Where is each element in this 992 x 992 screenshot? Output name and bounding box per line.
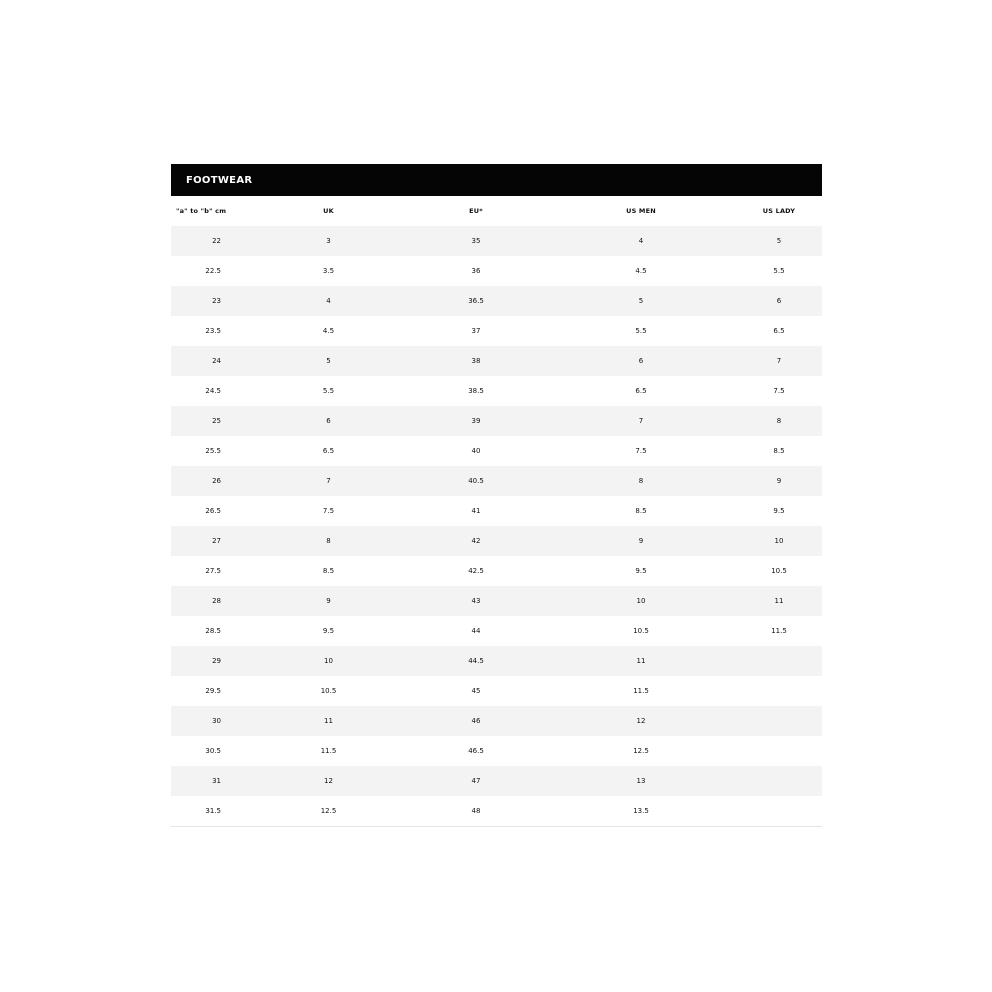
cell-uk: 3	[326, 237, 331, 245]
table-row	[171, 706, 822, 736]
cell-cm: 31.5	[205, 807, 221, 815]
cell-cm: 30	[212, 717, 221, 725]
cell-us-men: 13	[636, 777, 646, 785]
cell-us-lady: 5.5	[773, 267, 785, 275]
cell-eu: 44.5	[468, 657, 484, 665]
cell-us-lady: 10.5	[771, 567, 787, 575]
header-eu: EU*	[469, 207, 483, 215]
cell-us-lady: 10	[774, 537, 784, 545]
cell-us-men: 13.5	[633, 807, 649, 815]
cell-us-men: 6	[638, 357, 644, 365]
cell-us-men: 11	[636, 657, 646, 665]
cell-uk: 8.5	[322, 567, 335, 575]
cell-cm: 29.5	[205, 687, 221, 695]
cell-cm: 30.5	[205, 747, 221, 755]
cell-eu: 40.5	[468, 477, 484, 485]
cell-eu: 38.5	[468, 387, 484, 395]
cell-eu: 40	[471, 447, 481, 455]
cell-uk: 7	[326, 477, 331, 485]
cell-us-lady: 6.5	[773, 327, 785, 335]
cell-eu: 37	[471, 327, 481, 335]
cell-eu: 36	[471, 267, 481, 275]
cell-us-lady: 7	[776, 357, 782, 365]
table-row	[171, 466, 822, 496]
cell-eu: 45	[471, 687, 481, 695]
table-row	[171, 736, 822, 766]
cell-uk: 6	[326, 417, 331, 425]
cell-uk: 5.5	[322, 387, 335, 395]
cell-us-lady: 11	[774, 597, 784, 605]
cell-eu: 41	[471, 507, 481, 515]
cell-eu: 44	[471, 627, 481, 635]
cell-us-men: 8	[638, 477, 644, 485]
cell-uk: 10.5	[320, 687, 337, 695]
cell-uk: 11	[324, 717, 333, 725]
table-row	[171, 316, 822, 346]
cell-us-men: 9	[638, 537, 644, 545]
cell-cm: 31	[212, 777, 221, 785]
cell-us-men: 12.5	[633, 747, 649, 755]
cell-eu: 46	[471, 717, 481, 725]
cell-cm: 24	[212, 357, 221, 365]
cell-cm: 26.5	[205, 507, 221, 515]
cell-us-lady: 7.5	[773, 387, 785, 395]
cell-eu: 42.5	[468, 567, 484, 575]
cell-uk: 10	[324, 657, 333, 665]
table-row	[171, 556, 822, 586]
table-row	[171, 496, 822, 526]
cell-us-men: 4.5	[635, 267, 647, 275]
table-header	[171, 196, 822, 226]
cell-cm: 22	[212, 237, 221, 245]
cell-uk: 9	[326, 597, 331, 605]
cell-us-men: 6.5	[635, 387, 647, 395]
cell-cm: 22.5	[205, 267, 221, 275]
cell-us-men: 4	[638, 237, 644, 245]
cell-us-men: 7.5	[635, 447, 647, 455]
cell-cm: 26	[212, 477, 221, 485]
cell-cm: 25.5	[205, 447, 221, 455]
cell-eu: 46.5	[468, 747, 484, 755]
cell-cm: 23	[212, 297, 221, 305]
cell-uk: 8	[326, 537, 331, 545]
cell-cm: 27.5	[205, 567, 221, 575]
table-body	[171, 226, 822, 827]
header-cm: "a" to "b" cm	[176, 207, 227, 215]
cell-cm: 23.5	[205, 327, 221, 335]
cell-cm: 25	[212, 417, 221, 425]
cell-us-men: 8.5	[635, 507, 647, 515]
table-row	[171, 766, 822, 796]
cell-eu: 36.5	[468, 297, 484, 305]
cell-us-lady: 11.5	[771, 627, 787, 635]
cell-eu: 42	[471, 537, 481, 545]
cell-eu: 39	[471, 417, 481, 425]
header-uk: UK	[323, 207, 334, 215]
cell-us-men: 9.5	[635, 567, 647, 575]
table-row	[171, 676, 822, 706]
cell-eu: 47	[471, 777, 481, 785]
cell-cm: 28.5	[205, 627, 221, 635]
cell-uk: 11.5	[320, 747, 337, 755]
table-row	[171, 646, 822, 676]
cell-cm: 28	[212, 597, 221, 605]
cell-uk: 4.5	[322, 327, 335, 335]
table-row	[171, 286, 822, 316]
cell-eu: 38	[471, 357, 481, 365]
cell-us-lady: 9.5	[773, 507, 785, 515]
table-row	[171, 406, 822, 436]
cell-us-men: 5	[638, 297, 644, 305]
table-row	[171, 376, 822, 406]
cell-us-lady: 8	[776, 417, 782, 425]
header-us-lady: US LADY	[762, 207, 796, 215]
table-row	[171, 346, 822, 376]
table-row	[171, 226, 822, 256]
cell-cm: 24.5	[205, 387, 221, 395]
cell-us-men: 12	[636, 717, 646, 725]
cell-eu: 48	[471, 807, 481, 815]
table-row	[171, 616, 822, 646]
cell-cm: 27	[212, 537, 221, 545]
cell-uk: 6.5	[322, 447, 335, 455]
cell-uk: 7.5	[322, 507, 335, 515]
cell-cm: 29	[212, 657, 221, 665]
table-row	[171, 256, 822, 286]
cell-us-lady: 5	[776, 237, 782, 245]
cell-us-men: 7	[638, 417, 644, 425]
cell-us-lady: 8.5	[773, 447, 785, 455]
cell-us-men: 5.5	[635, 327, 647, 335]
cell-uk: 3.5	[322, 267, 335, 275]
cell-us-men: 11.5	[633, 687, 649, 695]
table-row	[171, 526, 822, 556]
cell-eu: 35	[471, 237, 481, 245]
cell-us-men: 10.5	[633, 627, 649, 635]
cell-uk: 12	[324, 777, 333, 785]
table-row	[171, 586, 822, 616]
cell-uk: 5	[326, 357, 331, 365]
table-row	[171, 796, 822, 826]
cell-uk: 12.5	[320, 807, 337, 815]
cell-us-men: 10	[636, 597, 646, 605]
table-title: FOOTWEAR	[171, 164, 822, 196]
table-row	[171, 436, 822, 466]
cell-uk: 9.5	[322, 627, 335, 635]
cell-us-lady: 9	[776, 477, 782, 485]
header-us-men: US MEN	[626, 207, 656, 215]
cell-eu: 43	[471, 597, 481, 605]
cell-uk: 4	[326, 297, 331, 305]
size-chart	[171, 164, 822, 827]
cell-us-lady: 6	[776, 297, 782, 305]
